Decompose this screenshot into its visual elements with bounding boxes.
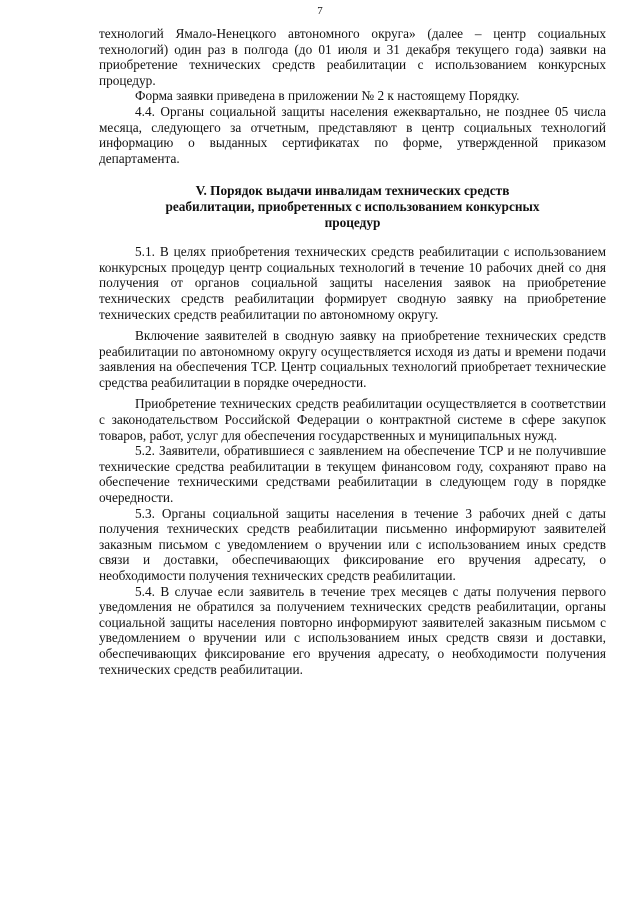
paragraph-5-3: 5.3. Органы социальной защиты населения в течение 3 рабочих дней с даты получения технических средств реабилитации письменно информируют заявителей заказным письмом с уведомлением о вручении или с использованием иных средств связи и доставки, обеспечивающих фиксирование его вручения адресату, о необходимости получения технических средств реабилитации. bbox=[99, 505, 606, 583]
paragraph-application-form: Форма заявки приведена в приложении № 2 к настоящему Порядку. bbox=[135, 88, 520, 104]
paragraph-5-4: 5.4. В случае если заявитель в течение трех месяцев с даты получения первого уведомления не обратился за получением технических средств реабилитации, органы социальной защиты населения повторно информируют заявителей заказным письмом с уведомлением о вручении или с использованием иных средств связи и доставки, обеспечивающих фиксирование его вручения адресату, о необходимости получения технических средств реабилитации. bbox=[99, 583, 606, 677]
paragraph-intro-continuation: технологий Ямало-Ненецкого автономного округа» (далее – центр социальных технологий) один раз в полгода (до 01 июля и 31 декабря текущего года) заявки на приобретение технических средств реабилитации с использованием конкурсных процедур. bbox=[99, 26, 606, 88]
document-body bbox=[99, 26, 606, 677]
paragraph-4-4: 4.4. Органы социальной защиты населения ежеквартально, не позднее 05 числа месяца, следующего за отчетным, представляют в центр социальных технологий информацию о выданных сертификатах по форме, утвержденной приказом департамента. bbox=[99, 103, 606, 166]
paragraph-procurement: Приобретение технических средств реабилитации осуществляется в соответствии с законодательством Российской Федерации о контрактной системе в сфере закупок товаров, работ, услуг для обеспечения государственных и муниципальных нужд. bbox=[99, 396, 606, 443]
paragraph-5-2: 5.2. Заявители, обратившиеся с заявлением на обеспечение ТСР и не получившие технические средства реабилитации в текущем финансовом году, сохраняют право на обеспечение техническими средствами реабилитации в следующем году в порядке очередности. bbox=[99, 443, 606, 506]
section-title-v: V. Порядок выдачи инвалидам технических средств реабилитации, приобретенных с использованием конкурсных процедур bbox=[165, 183, 540, 230]
paragraph-inclusion: Включение заявителей в сводную заявку на приобретение технических средств реабилитации по автономному округу осуществляется исходя из даты и времени подачи заявления на обеспечения ТСР. Центр социальных технологий приобретает технические средства реабилитации в порядке очередности. bbox=[99, 328, 606, 390]
page-number: 7 bbox=[317, 5, 323, 17]
paragraph-5-1: 5.1. В целях приобретения технических средств реабилитации с использованием конкурсных процедур центр социальных технологий в течение 10 рабочих дней со дня получения от органов социальной защиты населения заявок на приобретение технических средств реабилитации формирует сводную заявку на приобретение технических средств реабилитации по автономному округу. bbox=[99, 244, 606, 322]
